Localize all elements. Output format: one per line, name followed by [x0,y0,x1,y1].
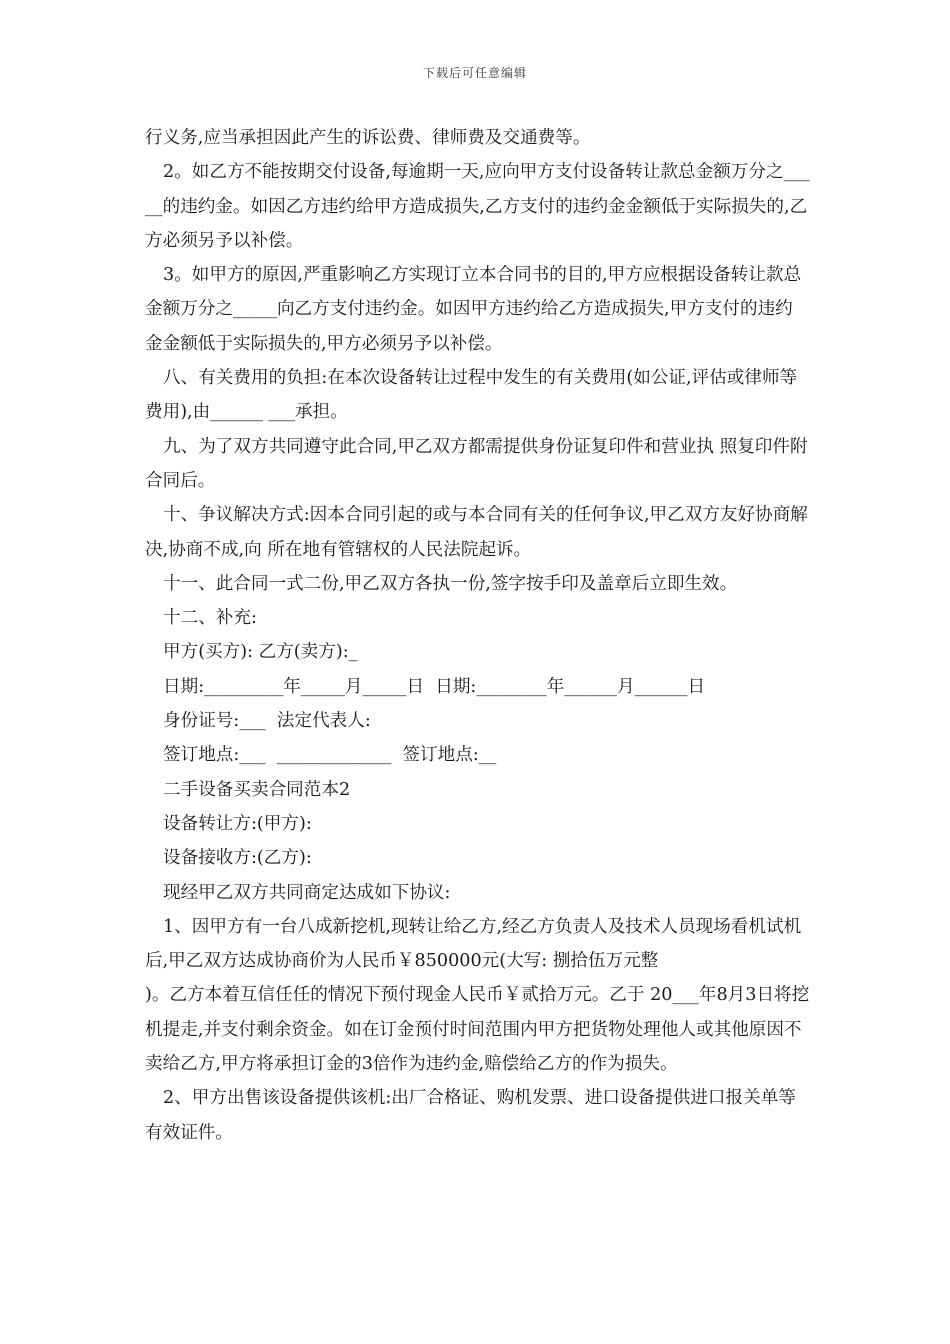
page-header: 下载后可任意编辑 [422,66,527,80]
paragraph-clause-2: 2。如乙方不能按期交付设备,每逾期一天,应向甲方支付设备转让款总金额万分之_____的违约金。如因乙方违约给甲方造成损失,乙方支付的违约金金额低于实际损失的,乙方必须另予以补偿。 [145,162,810,251]
signature-place: 签订地点:___ _____________ 签订地点:__ [163,745,497,766]
signature-parties: 甲方(买方): 乙方(卖方):_ [163,642,358,663]
agreement-intro: 现经甲乙双方共同商定达成如下协议: [163,882,451,903]
paragraph-section-9: 九、为了双方共同遵守此合同,甲乙双方都需提供身份证复印件和营业执 照复印件附合同后。 [145,436,808,491]
signature-dates: 日期:_________年_____月_____日 日期:________年______月______日 [163,676,706,697]
signature-id: 身份证号:___ 法定代表人: [163,711,371,732]
paragraph-section-11: 十一、此合同一式二份,甲乙双方各执一份,签字按手印及盖章后立即生效。 [163,573,738,594]
paragraph-continuation: 行义务,应当承担因此产生的诉讼费、律师费及交通费等。 [145,128,591,148]
paragraph-clause-1b: )。乙方本着互信任任的情况下预付现金人民币￥贰拾万元。乙于 20___年8月3日将挖机提走,并支付剩余资金。如在订金预付时间范围内甲方把货物处理他人或其他原因不卖给乙方,甲方将承担订金的3倍作为违约金,赔偿给乙方的作为损失。 [145,985,810,1075]
paragraph-clause-3: 3。如甲方的原因,严重影响乙方实现订立本合同书的目的,甲方应根据设备转让款总金额万分之_____向乙方支付违约金。如因甲方违约给乙方造成损失,甲方支付的违约金金额低于实际损失的,甲方必须另予以补偿。 [145,265,802,354]
paragraph-clause-2b: 2、甲方出售该设备提供该机:出厂合格证、购机发票、进口设备提供进口报关单等有效证件。 [145,1088,796,1143]
document-body [145,121,810,1150]
paragraph-section-12: 十二、补充: [163,608,257,629]
paragraph-section-10: 十、争议解决方式:因本合同引起的或与本合同有关的任何争议,甲乙双方友好协商解决,协商不成,向 所在地有管辖权的人民法院起诉。 [145,505,808,560]
transferor-line: 设备转让方:(甲方): [163,813,312,834]
paragraph-section-8: 八、有关费用的负担:在本次设备转让过程中发生的有关费用(如公证,评估或律师等费用),由______ ___承担。 [145,368,798,423]
receiver-line: 设备接收方:(乙方): [163,848,312,869]
paragraph-clause-1a: 1、因甲方有一台八成新挖机,现转让给乙方,经乙方负责人及技术人员现场看机试机后,甲乙双方达成协商价为人民币￥850000元(大写: 捌拾伍万元整 [145,916,802,972]
section-2-title: 二手设备买卖合同范本2 [163,779,351,800]
